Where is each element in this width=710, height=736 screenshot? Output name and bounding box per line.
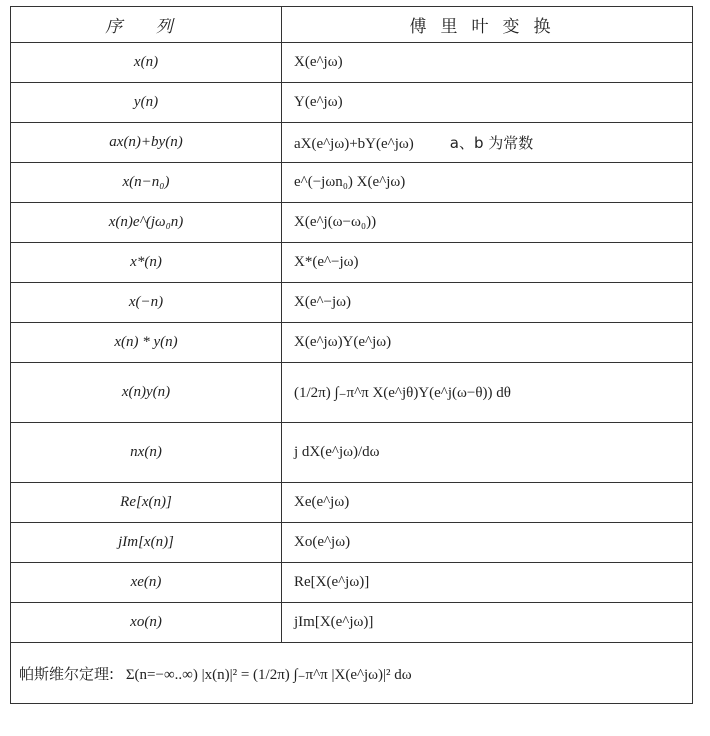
sequence-cell: x(n)e^(jω₀n) bbox=[11, 203, 282, 243]
transform-cell: Xe(e^jω) bbox=[282, 483, 693, 523]
table-row bbox=[11, 123, 693, 163]
transform-cell: X(e^jω) bbox=[282, 43, 693, 83]
header-row bbox=[11, 7, 693, 43]
transform-cell: j dX(e^jω)/dω bbox=[282, 423, 693, 483]
header-sequence: 序 列 bbox=[11, 7, 282, 43]
transform-cell: X(e^j(ω−ω₀)) bbox=[282, 203, 693, 243]
table-row bbox=[11, 423, 693, 483]
sequence-cell: Re[x(n)] bbox=[11, 483, 282, 523]
transform-cell: Re[X(e^jω)] bbox=[282, 563, 693, 603]
sequence-cell: x(n) bbox=[11, 43, 282, 83]
sequence-cell: jIm[x(n)] bbox=[11, 523, 282, 563]
sequence-cell: x(n) * y(n) bbox=[11, 323, 282, 363]
header-fourier: 傅里叶变换 bbox=[282, 7, 693, 43]
sequence-cell: x(n)y(n) bbox=[11, 363, 282, 423]
transform-cell: X*(e^−jω) bbox=[282, 243, 693, 283]
sequence-cell: xe(n) bbox=[11, 563, 282, 603]
transform-cell: jIm[X(e^jω)] bbox=[282, 603, 693, 643]
sequence-cell: x*(n) bbox=[11, 243, 282, 283]
sequence-cell: xo(n) bbox=[11, 603, 282, 643]
note-text: a、b 为常数 bbox=[449, 134, 534, 152]
table-row bbox=[11, 363, 693, 423]
sequence-cell: x(−n) bbox=[11, 283, 282, 323]
transform-cell: (1/2π) ∫₋π^π X(e^jθ)Y(e^j(ω−θ)) dθ bbox=[282, 363, 693, 423]
transform-cell: Y(e^jω) bbox=[282, 83, 693, 123]
parseval-cell bbox=[11, 643, 693, 704]
transform-text: aX(e^jω)+bY(e^jω) bbox=[294, 136, 414, 152]
table-row bbox=[11, 563, 693, 603]
table-row bbox=[11, 163, 693, 203]
table-row bbox=[11, 243, 693, 283]
transform-cell: X(e^−jω) bbox=[282, 283, 693, 323]
table-row bbox=[11, 43, 693, 83]
sequence-cell: ax(n)+by(n) bbox=[11, 123, 282, 163]
table-row bbox=[11, 483, 693, 523]
table-row bbox=[11, 323, 693, 363]
table-row bbox=[11, 603, 693, 643]
table-row bbox=[11, 203, 693, 243]
sequence-cell: y(n) bbox=[11, 83, 282, 123]
sequence-cell: nx(n) bbox=[11, 423, 282, 483]
fourier-transform-table bbox=[10, 6, 693, 704]
table-row bbox=[11, 523, 693, 563]
table-row bbox=[11, 283, 693, 323]
transform-cell: X(e^jω)Y(e^jω) bbox=[282, 323, 693, 363]
parseval-label: 帕斯维尔定理: bbox=[19, 664, 115, 683]
table-row bbox=[11, 83, 693, 123]
sequence-cell: x(n−n₀) bbox=[11, 163, 282, 203]
transform-cell: Xo(e^jω) bbox=[282, 523, 693, 563]
parseval-formula: Σ(n=−∞..∞) |x(n)|² = (1/2π) ∫₋π^π |X(e^jω)|² dω bbox=[125, 666, 412, 683]
transform-cell: e^(−jωn₀) X(e^jω) bbox=[282, 163, 693, 203]
transform-cell bbox=[282, 123, 693, 163]
parseval-row bbox=[11, 643, 693, 704]
